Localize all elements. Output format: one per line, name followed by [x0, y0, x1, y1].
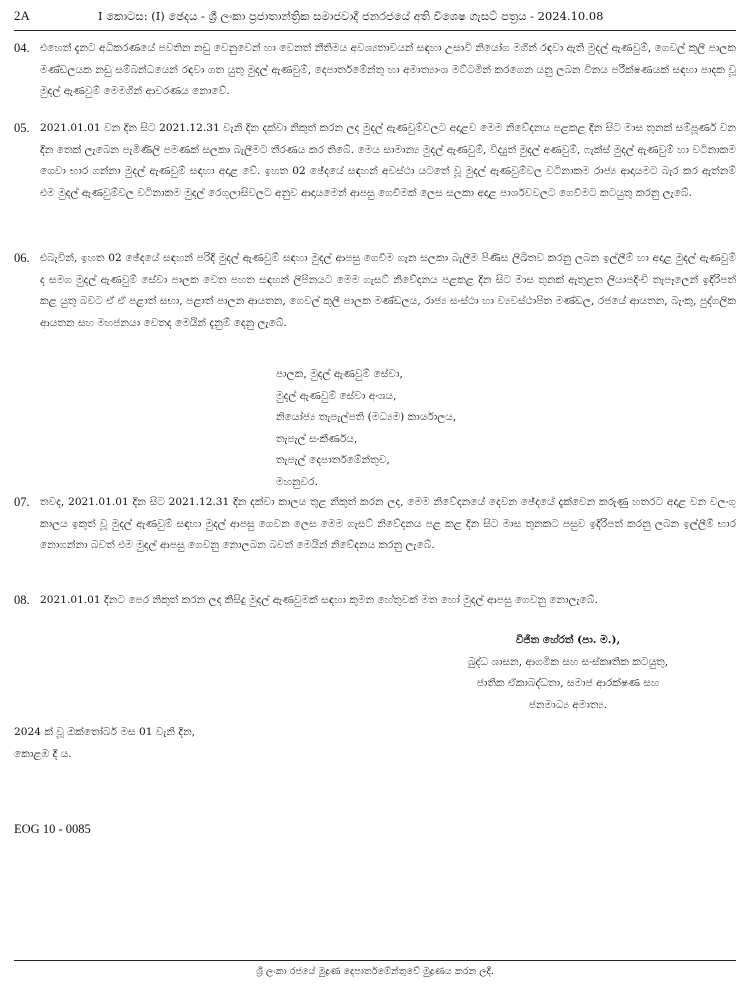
paragraph-text: 2021.01.01 වන දින සිට 2021.12.31 වැනි දින දක්වා නිකුත් කරන ලද මුදල් ඇණවුම්වලට අදාළව මෙම නිවේදනය පළකළ දින සිට මාස තුනක් සම්පූර්ණ වන දින තෙක් ලැබෙන පැමිණිලි පමණක් සලකා බැලීමට තීරණය කර තිබේ. මෙය සාමාන්‍ය මුදල් ඇණවුම්, විද්‍යුත් මුදල් අණවුම්, ෆැක්ස් මුදල් ඇණවුම් හා වටිනාකම ගෙවා භාර ගන්නා මුදල් ඇණවුම් සඳහා අදාළ වේ. ඉහත 02 ඡේදයේ සඳහන් අවස්ථා යටතේ වූ මුදල් ඇණවුම්වල වටිනාකම රාජ්‍ය ආදායමට බැර කර ඇත්නම් එම මුදල් ඇණවුම්වල වටිනාකම මුදල් රෙගුලාසිවලට අනුව ආදායමෙන් ආපසු ගෙවීමක් ලෙස සලකා අදාළ පාර්ශවවලට ගෙවීමට කටයුතු කරනු ලැබේ. [40, 122, 736, 199]
paragraph-number: 05. [14, 121, 30, 135]
address-block [276, 364, 456, 493]
signature-block [400, 630, 736, 716]
signatory-title-line: ජාතික ඒකාබද්ධතා, සමාජ ආරක්ෂණ සහ [476, 677, 660, 689]
gazette-title: I කොටස: (I) ඡෙදය - ශ්‍රී ලංකා ප්‍රජාතාන්ත්‍රික සමාජවාදී ජනරජයේ අති විශෙෂ ගැසට් පත්‍රය - 2024.10.08 [98, 9, 604, 23]
address-line: මුදල් ඇණවුම් සේවා අංශය, [276, 389, 397, 402]
page-number: 2A [14, 8, 30, 23]
address-line: තැපැල් දෙපාර්තමේන්තුව, [276, 454, 390, 466]
printer-footer: ශ්‍රී ලංකා රජයේ මුද්‍රණ දෙපාර්තමේන්තුවේ මුද්‍රණය කරන ලදී. [256, 966, 494, 977]
paragraph-number: 07. [14, 495, 30, 509]
paragraph-04 [14, 38, 736, 103]
footer-divider [14, 960, 736, 961]
address-line: මහනුවර. [276, 475, 318, 488]
address-line: තැපැල් සංකීර්ණය, [276, 432, 358, 445]
paragraph-text: තවද, 2021.01.01 දින සිට 2021.12.31 දින දක්වා කාලය තුළ නිකුත් කරන ලද, මෙම නිවේදනයේ දෙවන ඡේදයේ දැක්වෙන කරුණු හතරට අදාළ වන වලංගු කාලය ඉකුත් වූ මුදල් ඇණවුම් සඳහා මුදල් ආපසු ගෙවන ලෙස මෙම ගැසට් නිවේදනය පළ කළ දින සිට මාස තුනකට පසුව ඉදිරිපත් කරනු ලබන ඉල්ලීම් භාර නොගන්නා බවත් එම මුදල් ආපසු ගෙවනු නොලබන බවත් මෙයින් නිවේදනය කරනු ලැබේ. [40, 496, 736, 551]
address-line: නියෝජ්‍ය තැපැල්පති (මධ්‍යම) කාර්යාලය, [276, 411, 457, 423]
paragraph-07 [14, 492, 736, 557]
signatory-name: විජිත හේරත් (පා. ම.), [515, 634, 621, 646]
paragraph-number: 06. [14, 251, 30, 265]
address-line: පාලක, මුදල් ඇණවුම් සේවා, [276, 368, 403, 380]
date-line: 2024 ක් වූ ඔක්තෝබර් මස 01 වැනි දින, [14, 726, 196, 738]
paragraph-08 [14, 590, 736, 612]
paragraph-number: 04. [14, 41, 30, 55]
paragraph-text: 2021.01.01 දිනට පෙර නිකුත් කරන ලද කිසිදු මුදල් ඇණවුමක් සඳහා කුමන හේතුවක් මත හෝ මුදල් ආපසු ගෙවනු නොලැබේ. [40, 594, 598, 606]
paragraph-number: 08. [14, 593, 30, 607]
header-divider [14, 30, 736, 31]
date-place-block [14, 722, 195, 765]
page-header [14, 6, 736, 28]
paragraph-06 [14, 248, 736, 334]
document-code: EOG 10 - 0085 [14, 822, 91, 836]
signatory-title-line: ජනමාධ්‍ය අමාත්‍ය. [528, 698, 608, 711]
paragraph-text: එබැවින්, ඉහත 02 ඡේදයේ සඳහන් පරිදි මුදල් ඇණවුම් සඳහා මුදල් ආපසු ගෙවීම ගැන සලකා බැලීම පිණිස ලිඛිතව කරනු ලබන ඉල්ලීම් හා අදාළ මුදල් ඇණවුම් ද සමග මුදල් ඇණවුම් සේවා පාලක වෙත පහත සඳහන් ලිපිනයට මෙම ගැසට් නිවේදනය පළකළ දින සිට මාස තුනක් ඇතුළත ලියාපදිංචි තැපෑලෙන් ඉදිරිපත් කළ යුතු බවට ඒ ඒ පළාත් සභා, පළාත් පාලන ආයතන, ගෙවල් කුලී පාලක මණ්ඩලය, රාජ්‍ය සංස්ථා හා ව්‍යවස්ථාපිත මණ්ඩල, රජයේ ආයතන, බැංකු, පුද්ගලික ආයතන සහ මහජනයා වෙතද මෙයින් දැනුම් දෙනු ලැබේ. [40, 252, 736, 329]
place-line: කොළඹ දී ය. [14, 747, 72, 760]
paragraph-text: එහෙත් දැනට අධිකරණයේ පවතින නඩු වෙනුවෙන් හා වෙනත් නීතිමය අවශ්‍යතාවයන් සඳහා උසාවි නියෝග මගින් රඳවා ඇති මුදල් ඇණවුම්, ගෙවල් කුලී පාලක මණ්ඩලයක නඩු සම්බන්ධයෙන් රඳවා ගත යුතු මුදල් ඇණවුම්, දෙපාර්තමේන්තු හා අමාත්‍යාංශ මට්ටමින් කරගෙන යනු ලබන විනය පරීක්ෂණයක් සඳහා පාදක වූ මුදල් ඇණවුම් මෙමගින් ආවරණය නොවේ. [40, 42, 736, 97]
paragraph-05 [14, 118, 736, 204]
signatory-title-line: බුද්ධ ශාසන, ආගමික සහ සංස්කෘතික කටයුතු, [467, 655, 669, 668]
